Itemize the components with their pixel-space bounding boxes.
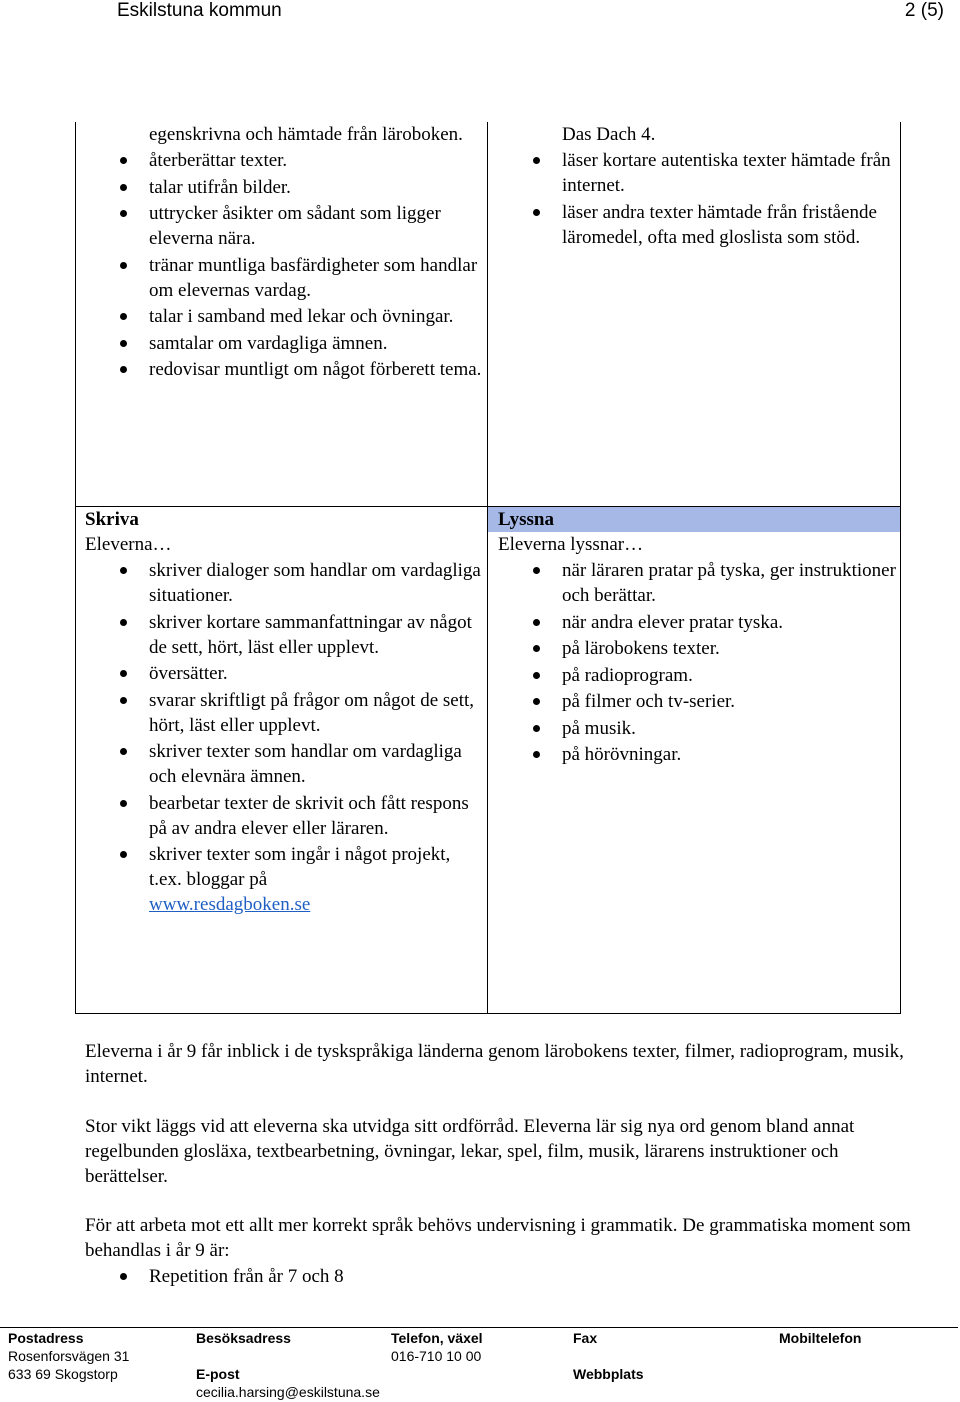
list-item: läser kortare autentiska texter hämtade från internet.	[498, 148, 898, 198]
cell-top-right	[498, 122, 898, 251]
bullet-icon	[120, 748, 127, 755]
bullet-icon	[533, 645, 540, 652]
table-bottom-border	[75, 1013, 901, 1014]
list-item: återberättar texter.	[85, 148, 485, 173]
list-item: skriver dialoger som handlar om vardagliga situationer.	[85, 558, 485, 608]
top-right-list	[498, 148, 898, 250]
section-intro: Eleverna…	[85, 534, 172, 555]
cell-skriva	[85, 507, 485, 919]
list-item: talar i samband med lekar och övningar.	[85, 304, 485, 329]
list-item: på musik.	[498, 716, 898, 741]
list-item: uttrycker åsikter om sådant som ligger eleverna nära.	[85, 201, 485, 251]
resdagboken-link[interactable]: www.resdagboken.se	[149, 894, 311, 915]
bullet-icon	[120, 210, 127, 217]
bullet-icon	[533, 157, 540, 164]
list-item: översätter.	[85, 661, 485, 686]
paragraph-grammar	[85, 1213, 915, 1291]
bullet-icon	[120, 262, 127, 269]
bullet-icon	[533, 725, 540, 732]
organization-name: Eskilstuna kommun	[117, 0, 282, 21]
footer-mobil: Mobiltelefon	[779, 1330, 862, 1346]
bullet-icon	[120, 366, 127, 373]
bullet-icon	[533, 619, 540, 626]
continued-text: Das Dach 4.	[562, 124, 656, 145]
list-item: bearbetar texter de skrivit och fått respons på av andra elever eller läraren.	[85, 791, 485, 841]
footer-postadress: Postadress Rosenforsvägen 31 633 69 Skogstorp	[8, 1330, 130, 1382]
list-item: på radioprogram.	[498, 663, 898, 688]
bullet-icon	[533, 698, 540, 705]
bullet-icon	[533, 751, 540, 758]
bullet-icon	[120, 567, 127, 574]
bullet-icon	[120, 697, 127, 704]
skriva-list	[85, 558, 485, 917]
bullet-icon	[533, 209, 540, 216]
bullet-icon	[533, 567, 540, 574]
bullet-icon	[120, 340, 127, 347]
section-intro: Eleverna lyssnar…	[498, 534, 644, 555]
footer-divider	[0, 1327, 958, 1328]
bullet-icon	[120, 800, 127, 807]
table-middle-border	[487, 122, 488, 1014]
paragraph-culture: Eleverna i år 9 får inblick i de tyskspråkiga länderna genom lärobokens texter, filmer, radioprogram, musik, internet.	[85, 1041, 904, 1087]
list-item: svarar skriftligt på frågor om något de sett, hört, läst eller upplevt.	[85, 688, 485, 738]
page-number: 2 (5)	[904, 0, 944, 21]
list-item: när andra elever pratar tyska.	[498, 610, 898, 635]
grammar-list	[85, 1264, 915, 1289]
footer-fax: Fax Webbplats	[573, 1330, 644, 1382]
bullet-icon	[120, 184, 127, 191]
lyssna-list	[498, 558, 898, 767]
list-item: samtalar om vardagliga ämnen.	[85, 331, 485, 356]
bullet-icon	[120, 157, 127, 164]
cell-lyssna	[498, 507, 898, 769]
list-item: läser andra texter hämtade från fristående läromedel, ofta med gloslista som stöd.	[498, 200, 898, 250]
cell-top-left	[85, 122, 485, 384]
section-heading-lyssna: Lyssna	[498, 509, 554, 530]
bullet-icon	[120, 1273, 127, 1280]
bullet-icon	[533, 672, 540, 679]
bullet-icon	[120, 851, 127, 858]
paragraph-vocabulary: Stor vikt läggs vid att eleverna ska utvidga sitt ordförråd. Eleverna lär sig nya ord genom bland annat regelbunden glosläxa, textbearbetning, övningar, lekar, spel, film, musik, lärarens instruktioner och berättelser.	[85, 1116, 855, 1187]
bullet-icon	[120, 619, 127, 626]
table-left-border	[75, 122, 76, 1014]
list-item: skriver texter som ingår i något projekt, t.ex. bloggar på www.resdagboken.se	[85, 842, 485, 917]
list-item: redovisar muntligt om något förberett tema.	[85, 357, 485, 382]
list-item: när läraren pratar på tyska, ger instruktioner och berättar.	[498, 558, 898, 608]
bullet-icon	[120, 313, 127, 320]
top-left-list	[85, 148, 485, 382]
table-right-border	[900, 122, 901, 1014]
grammar-intro: För att arbeta mot ett allt mer korrekt språk behövs undervisning i grammatik. De grammatiska moment som behandlas i år 9 är:	[85, 1215, 911, 1261]
list-item: talar utifrån bilder.	[85, 175, 485, 200]
list-item: skriver texter som handlar om vardagliga och elevnära ämnen.	[85, 739, 485, 789]
list-item: på hörövningar.	[498, 742, 898, 767]
list-item: på lärobokens texter.	[498, 636, 898, 661]
list-item: på filmer och tv-serier.	[498, 689, 898, 714]
continued-text: egenskrivna och hämtade från läroboken.	[149, 124, 463, 145]
email-link[interactable]: cecilia.harsing@eskilstuna.se	[196, 1384, 380, 1400]
list-item: skriver kortare sammanfattningar av något de sett, hört, läst eller upplevt.	[85, 610, 485, 660]
list-item: tränar muntliga basfärdigheter som handlar om elevernas vardag.	[85, 253, 485, 303]
list-item: Repetition från år 7 och 8	[85, 1264, 915, 1289]
bullet-icon	[120, 670, 127, 677]
section-heading-skriva: Skriva	[85, 509, 139, 530]
footer-telefon: Telefon, växel 016-710 10 00	[391, 1330, 483, 1364]
footer-besoksadress: Besöksadress E-post cecilia.harsing@eskilstuna.se	[196, 1330, 380, 1400]
page-footer	[0, 1327, 960, 1402]
